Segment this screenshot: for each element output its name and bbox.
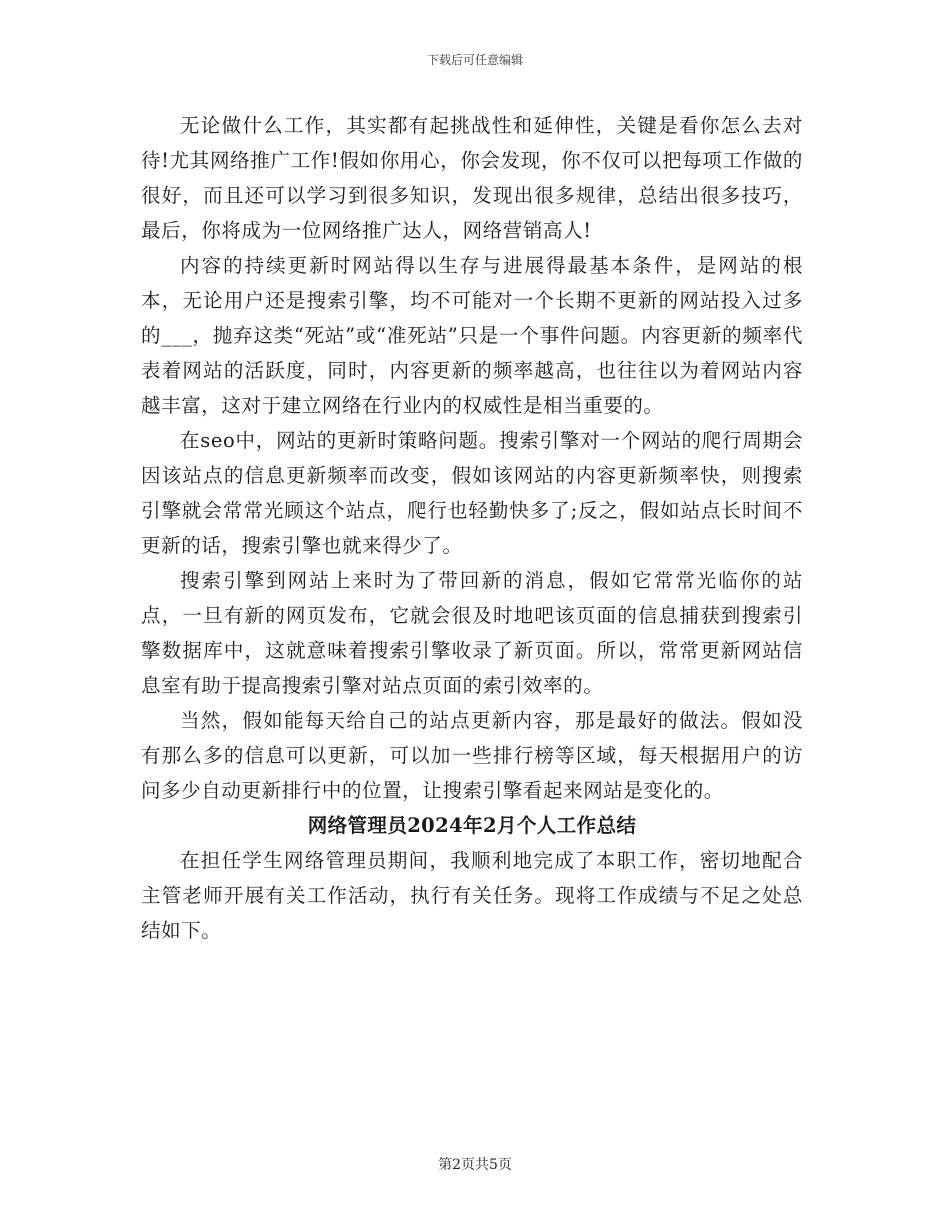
paragraph-2: 内容的持续更新时网站得以生存与进展得最基本条件，是网站的根本，无论用户还是搜索引擎，均不可能对一个长期不更新的网站投入过多的___，抛弃这类“死站”或“准死站”只是一个事件问题。内容更新的频率代表着网站的活跃度，同时，内容更新的频率越高，也往往以为着网站内容越丰富，这对于建立网络在行业内的权威性是相当重要的。 xyxy=(141,254,803,417)
section-paragraph-1: 在担任学生网络管理员期间，我顺利地完成了本职工作，密切地配合主管老师开展有关工作活动，执行有关任务。现将工作成绩与不足之处总结如下。 xyxy=(141,849,803,942)
paragraph-4: 搜索引擎到网站上来时为了带回新的消息，假如它常常光临你的站点，一旦有新的网页发布，它就会很及时地吧该页面的信息捕获到搜索引擎数据库中，这就意味着搜索引擎收录了新页面。所以，常常更新网站信息室有助于提高搜索引擎对站点页面的索引效率的。 xyxy=(141,569,803,697)
paragraph-3: 在seo中，网站的更新时策略问题。搜索引擎对一个网站的爬行周期会因该站点的信息更新频率而改变，假如该网站的内容更新频率快，则搜索引擎就会常常光顾这个站点，爬行也轻勤快多了;反之，假如站点长时间不更新的话，搜索引擎也就来得少了。 xyxy=(141,429,803,557)
section-title: 网络管理员2024年2月个人工作总结 xyxy=(307,814,637,837)
page-header: 下载后可任意编辑 xyxy=(426,53,523,67)
document-body xyxy=(141,108,803,948)
page-footer: 第2页共5页 xyxy=(438,1157,512,1173)
paragraph-5: 当然，假如能每天给自己的站点更新内容，那是最好的做法。假如没有那么多的信息可以更新，可以加一些排行榜等区域，每天根据用户的访问多少自动更新排行中的位置，让搜索引擎看起来网站是变化的。 xyxy=(141,709,803,802)
paragraph-1: 无论做什么工作，其实都有起挑战性和延伸性，关键是看你怎么去对待!尤其网络推广工作!假如你用心，你会发现，你不仅可以把每项工作做的很好，而且还可以学习到很多知识，发现出很多规律，总结出很多技巧，最后，你将成为一位网络推广达人，网络营销高人! xyxy=(141,114,803,242)
